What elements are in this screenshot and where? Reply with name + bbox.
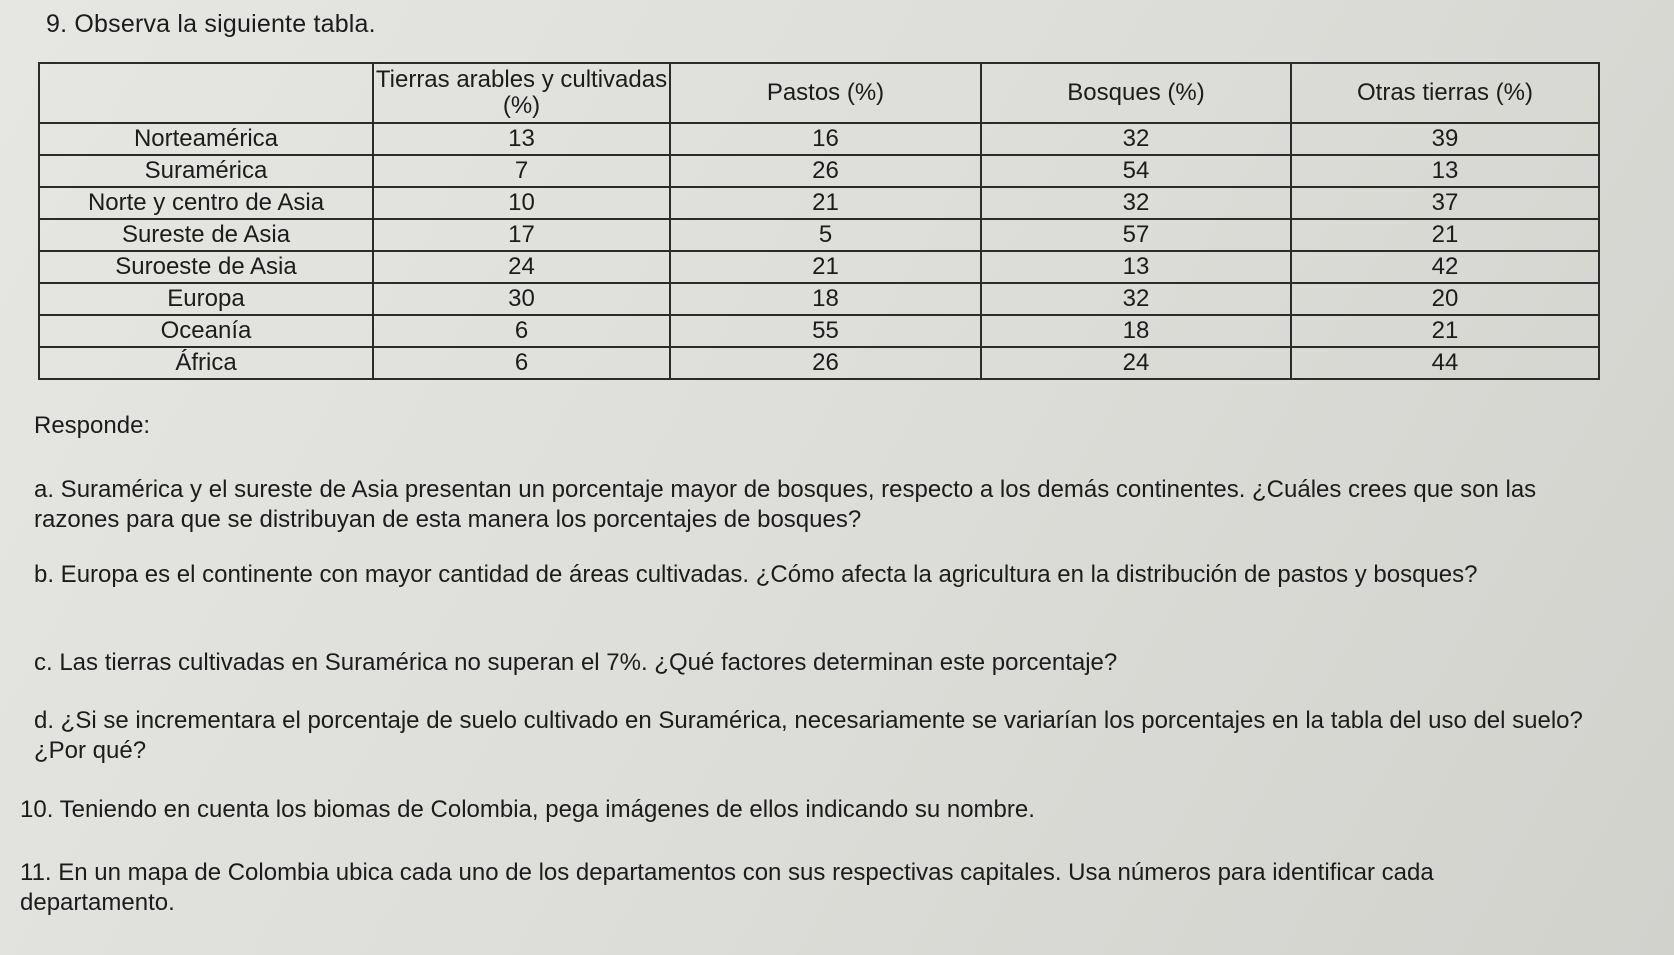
table-cell: 57 xyxy=(981,219,1291,251)
table-cell-region: África xyxy=(39,347,373,379)
table-row xyxy=(39,187,1599,219)
table-cell: 18 xyxy=(670,283,981,315)
land-use-table xyxy=(38,62,1600,380)
responde-label: Responde: xyxy=(34,412,151,439)
table-cell-region: Suramérica xyxy=(39,155,373,187)
table-header-region xyxy=(39,63,373,123)
table-cell: 44 xyxy=(1291,347,1599,379)
table-cell: 24 xyxy=(981,347,1291,379)
table-row xyxy=(39,347,1599,379)
table-cell-region: Suroeste de Asia xyxy=(39,251,373,283)
question-a: a. Suramérica y el sureste de Asia presentan un porcentaje mayor de bosques, respecto a los demás continentes. ¿Cuáles crees que son las razones para que se distribuyan de esta manera los porcentajes de bosques? xyxy=(34,476,1537,533)
table-cell: 37 xyxy=(1291,187,1599,219)
table-row xyxy=(39,251,1599,283)
table-row xyxy=(39,315,1599,347)
table-cell: 54 xyxy=(981,155,1291,187)
question-c: c. Las tierras cultivadas en Suramérica no superan el 7%. ¿Qué factores determinan este porcentaje? xyxy=(34,649,1118,676)
table-cell: 13 xyxy=(981,251,1291,283)
table-cell: 26 xyxy=(670,155,981,187)
table-cell-region: Europa xyxy=(39,283,373,315)
table-cell: 42 xyxy=(1291,251,1599,283)
question-d: d. ¿Si se incrementara el porcentaje de suelo cultivado en Suramérica, necesariamente se variarían los porcentajes en la tabla del uso del suelo? ¿Por qué? xyxy=(34,707,1583,764)
table-cell: 10 xyxy=(373,187,670,219)
table-row xyxy=(39,283,1599,315)
table-cell: 13 xyxy=(373,123,670,155)
table-cell: 32 xyxy=(981,123,1291,155)
table-header-row xyxy=(39,63,1599,123)
table-cell: 6 xyxy=(373,315,670,347)
table-header-bosques: Bosques (%) xyxy=(981,63,1291,123)
table-cell: 21 xyxy=(670,251,981,283)
table-cell: 55 xyxy=(670,315,981,347)
table-cell: 5 xyxy=(670,219,981,251)
table-header-arable: Tierras arables y cultivadas (%) xyxy=(373,63,670,123)
question-10: 10. Teniendo en cuenta los biomas de Colombia, pega imágenes de ellos indicando su nombre. xyxy=(20,796,1035,823)
question-9-title: 9. Observa la siguiente tabla. xyxy=(46,10,376,38)
table-cell: 21 xyxy=(670,187,981,219)
table-cell: 13 xyxy=(1291,155,1599,187)
table-cell: 7 xyxy=(373,155,670,187)
table-header-otras: Otras tierras (%) xyxy=(1291,63,1599,123)
table-cell: 21 xyxy=(1291,219,1599,251)
table-cell: 26 xyxy=(670,347,981,379)
table-cell: 32 xyxy=(981,187,1291,219)
question-11: 11. En un mapa de Colombia ubica cada uno de los departamentos con sus respectivas capitales. Usa números para identificar cada departamento. xyxy=(20,859,1434,916)
table-cell: 32 xyxy=(981,283,1291,315)
table-cell: 17 xyxy=(373,219,670,251)
table-cell: 20 xyxy=(1291,283,1599,315)
table-cell: 21 xyxy=(1291,315,1599,347)
table-cell: 30 xyxy=(373,283,670,315)
table-row xyxy=(39,123,1599,155)
table-row xyxy=(39,155,1599,187)
table-cell-region: Sureste de Asia xyxy=(39,219,373,251)
table-header-pastos: Pastos (%) xyxy=(670,63,981,123)
table-cell: 16 xyxy=(670,123,981,155)
table-cell-region: Norte y centro de Asia xyxy=(39,187,373,219)
table-cell: 24 xyxy=(373,251,670,283)
table-cell-region: Oceanía xyxy=(39,315,373,347)
table-cell: 39 xyxy=(1291,123,1599,155)
table-row xyxy=(39,219,1599,251)
table-cell: 6 xyxy=(373,347,670,379)
question-b: b. Europa es el continente con mayor cantidad de áreas cultivadas. ¿Cómo afecta la agricultura en la distribución de pastos y bosques? xyxy=(34,561,1478,588)
table-cell: 18 xyxy=(981,315,1291,347)
table-cell-region: Norteamérica xyxy=(39,123,373,155)
